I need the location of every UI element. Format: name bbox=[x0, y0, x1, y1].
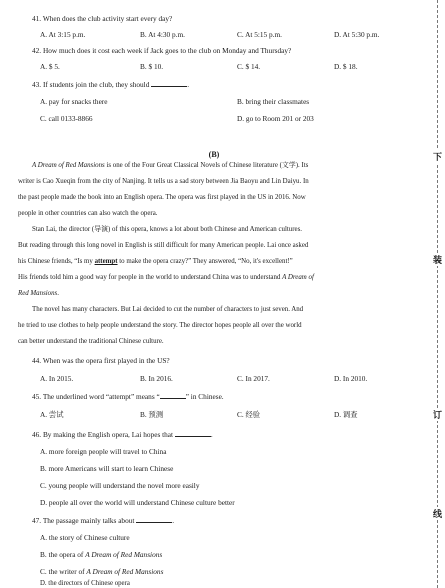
q41-option-c: C. At 5:15 p.m. bbox=[237, 30, 283, 39]
q46-option-b: B. more Americans will start to learn Chinese bbox=[40, 464, 174, 473]
q42-option-c: C. $ 14. bbox=[237, 62, 261, 71]
underlined-word: attempt bbox=[94, 258, 118, 265]
binding-margin bbox=[430, 0, 445, 588]
q41-option-b: B. At 4:30 p.m. bbox=[140, 30, 186, 39]
answer-blank bbox=[160, 392, 186, 399]
question-46-stem: 46. By making the English opera, Lai hopes that . bbox=[32, 430, 213, 439]
question-45-stem: 45. The underlined word “attempt” means “ ” in Chinese. bbox=[32, 392, 224, 401]
passage-p3-line-2: he tried to use clothes to help people understand the story. The director hopes people all over the world bbox=[18, 322, 302, 329]
q42-option-d: D. $ 18. bbox=[334, 62, 358, 71]
q44-option-a: A. In 2015. bbox=[40, 374, 74, 383]
q44-option-c: C. In 2017. bbox=[237, 374, 270, 383]
passage-p2-line-4: His friends told him a good way for people in the world to understand China was to understand A Dream of bbox=[18, 274, 314, 281]
q46-option-c: C. young people will understand the novel more easily bbox=[40, 481, 200, 490]
passage-p2-line-1: Stan Lai, the director (导演) of this opera, knows a lot about both Chinese and American cultures. bbox=[32, 226, 303, 233]
passage-p1-line-1: A Dream of Red Mansions is one of the Four Great Classical Novels of Chinese literature (文学). Its bbox=[32, 162, 309, 169]
q47-option-c: C. the writer of A Dream of Red Mansions bbox=[40, 567, 164, 576]
question-42-stem: 42. How much does it cost each week if Jack goes to the club on Monday and Thursday? bbox=[32, 46, 292, 55]
passage-p3-line-3: can better understand the traditional Chinese culture. bbox=[18, 338, 164, 345]
passage-p1-line-4: people in other countries can also watch the opera. bbox=[18, 210, 158, 217]
passage-p2-line-2: But reading through this long novel in English is still difficult for many American people. Lai once asked bbox=[18, 242, 309, 249]
answer-blank bbox=[175, 430, 211, 437]
q41-option-d: D. At 5:30 p.m. bbox=[334, 30, 380, 39]
q45-option-b: B. 预测 bbox=[140, 410, 164, 419]
q42-option-b: B. $ 10. bbox=[140, 62, 164, 71]
answer-blank bbox=[151, 80, 187, 87]
q47-option-a: A. the story of Chinese culture bbox=[40, 533, 130, 542]
q47-option-d: D. the directors of Chinese opera bbox=[40, 580, 130, 587]
passage-p1-line-3: the past people made the book into an English opera. The opera was first played in the US in 2016. Now bbox=[18, 194, 306, 201]
answer-blank bbox=[136, 516, 172, 523]
question-44-stem: 44. When was the opera first played in the US? bbox=[32, 356, 170, 365]
q46-option-a: A. more foreign people will travel to China bbox=[40, 447, 167, 456]
q44-option-b: B. In 2016. bbox=[140, 374, 173, 383]
passage-p2-line-3: his Chinese friends, “Is my attempt to make the opera crazy?” They answered, “No, it's excellent!” bbox=[18, 258, 293, 265]
q45-option-c: C. 经验 bbox=[237, 410, 261, 419]
q43-option-a: A. pay for snacks there bbox=[40, 97, 108, 106]
q45-option-a: A. 尝试 bbox=[40, 410, 64, 419]
q41-option-a: A. At 3:15 p.m. bbox=[40, 30, 86, 39]
passage-p2-line-5: Red Mansions. bbox=[18, 290, 59, 297]
q43-option-b: B. bring their classmates bbox=[237, 97, 310, 106]
q45-option-d: D. 调查 bbox=[334, 410, 358, 419]
binding-dashed-line bbox=[437, 0, 438, 588]
question-43-stem: 43. If students join the club, they should . bbox=[32, 80, 190, 89]
binding-mark: 装 bbox=[431, 253, 444, 266]
q44-option-d: D. In 2010. bbox=[334, 374, 368, 383]
q46-option-d: D. people all over the world will understand Chinese culture better bbox=[40, 498, 235, 507]
binding-mark: 下 bbox=[431, 150, 444, 163]
passage-p1-line-2: writer is Cao Xueqin from the city of Nanjing. It tells us a sad story between Jia Baoyu and Lin Daiyu. In bbox=[18, 178, 309, 185]
q43-option-c: C. call 0133-8866 bbox=[40, 114, 93, 123]
section-title: (B) bbox=[208, 150, 220, 159]
passage-p3-line-1: The novel has many characters. But Lai decided to cut the number of characters to just seven. And bbox=[32, 306, 304, 313]
question-41-stem: 41. When does the club activity start every day? bbox=[32, 14, 173, 23]
binding-mark: 线 bbox=[431, 507, 444, 520]
q42-option-a: A. $ 5. bbox=[40, 62, 60, 71]
binding-mark: 订 bbox=[431, 408, 444, 421]
question-47-stem: 47. The passage mainly talks about . bbox=[32, 516, 175, 525]
q43-option-d: D. go to Room 201 or 203 bbox=[237, 114, 314, 123]
q47-option-b: B. the opera of A Dream of Red Mansions bbox=[40, 550, 163, 559]
